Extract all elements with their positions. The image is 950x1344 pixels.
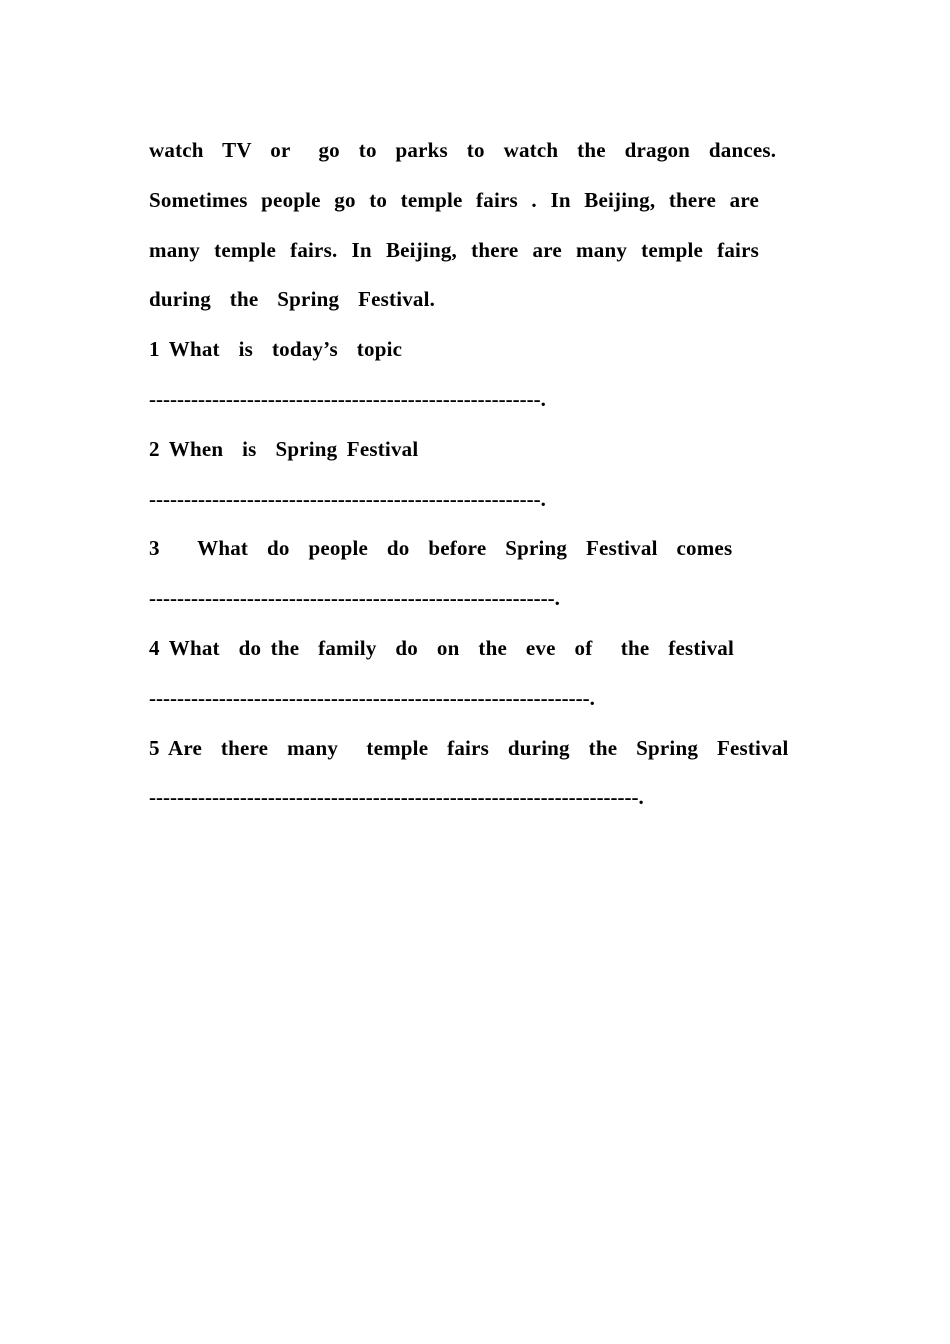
answer-line-1: --------------------------------------------------------. [149, 386, 546, 411]
question-2: 2 When is Spring Festival [149, 436, 419, 461]
question-1: 1 What is today’s topic [149, 337, 403, 362]
answer-line-5: ----------------------------------------------------------------------. [149, 785, 644, 810]
passage-line: watch TV or go to parks to watch the dragon dances. [149, 138, 777, 162]
passage-line: Sometimes people go to temple fairs . In Beijing, there are [149, 187, 759, 212]
question-4: 4 What do the family do on the eve of the festival [149, 635, 734, 660]
answer-line-2: --------------------------------------------------------. [149, 486, 546, 511]
question-3: 3 What do people do before Spring Festival comes [149, 536, 733, 561]
answer-line-3: ----------------------------------------------------------. [149, 586, 560, 611]
passage-line: during the Spring Festival. [149, 287, 436, 312]
question-5: 5 Are there many temple fairs during the Spring Festival [149, 735, 789, 760]
document-page [149, 133, 789, 830]
answer-line-4: ---------------------------------------------------------------. [149, 685, 595, 710]
passage-line: many temple fairs. In Beijing, there are many temple fairs [149, 237, 759, 262]
